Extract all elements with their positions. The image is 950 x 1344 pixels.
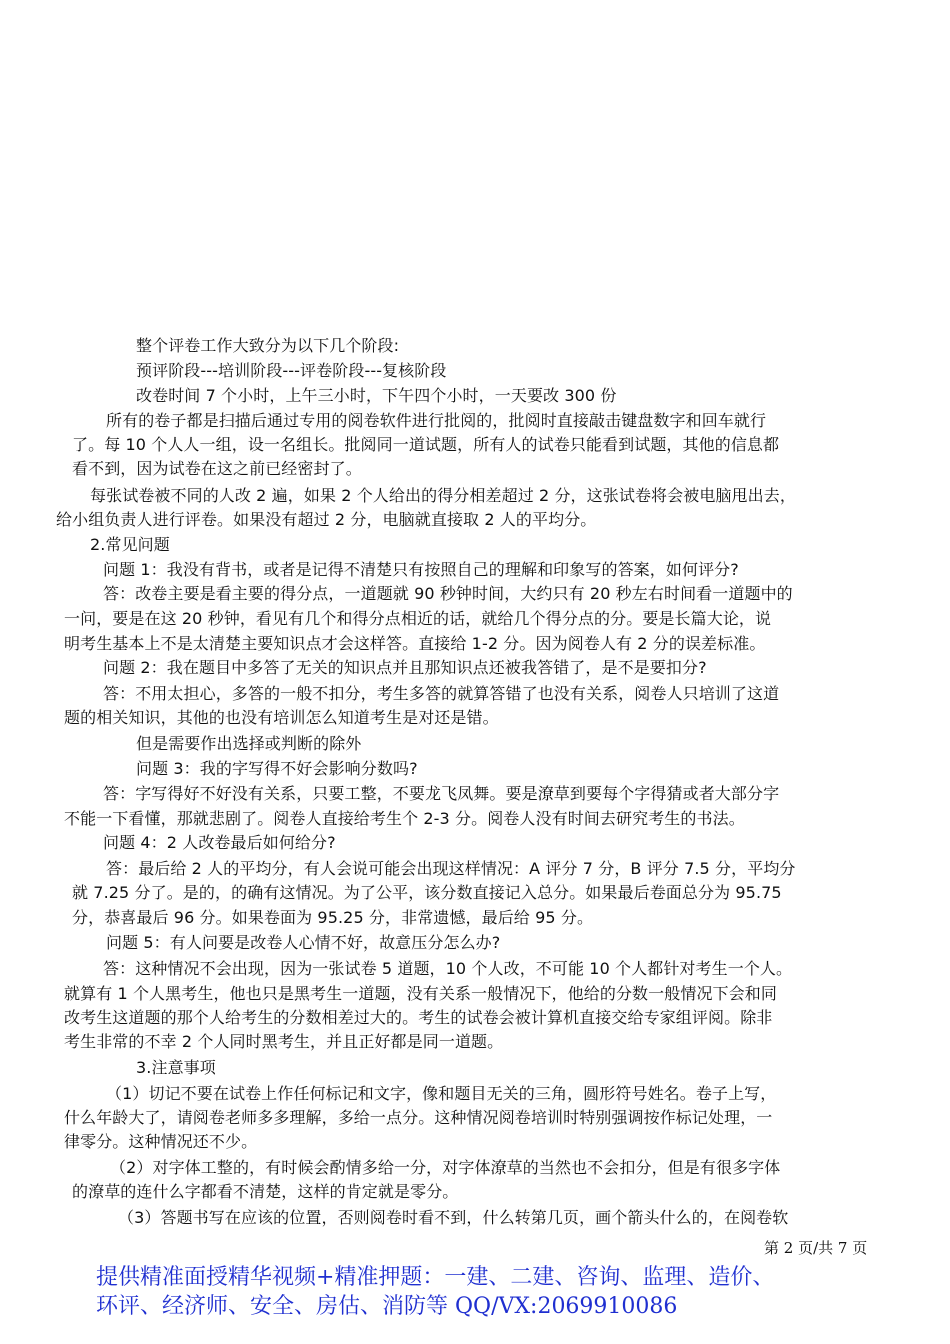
answer-line: 就算有 1 个人黑考生，他也只是黑考生一道题，没有关系一般情况下，他给的分数一般情况下会和同 [64, 984, 777, 1003]
answer-line: 分，恭喜最后 96 分。如果卷面为 95.25 分，非常遗憾，最后给 95 分。 [72, 908, 594, 927]
paragraph-line: 每张试卷被不同的人改 2 遍，如果 2 个人给出的得分相差超过 2 分，这张试卷将会被电脑甩出去， [90, 486, 796, 505]
paragraph-line: 预评阶段---培训阶段---评卷阶段---复核阶段 [136, 361, 447, 380]
answer-line: 答：改卷主要是看主要的得分点，一道题就 90 秒钟时间，大约只有 20 秒左右时间看一道题中的 [103, 584, 793, 603]
paragraph-line: 但是需要作出选择或判断的除外 [136, 734, 362, 753]
paragraph-line: 所有的卷子都是扫描后通过专用的阅卷软件进行批阅的，批阅时直接敲击键盘数字和回车就行 [106, 411, 767, 430]
question-line: 问题 5：有人问要是改卷人心情不好，故意压分怎么办? [106, 933, 501, 952]
answer-line: 题的相关知识，其他的也没有培训怎么知道考生是对还是错。 [64, 708, 499, 727]
answer-line: 就 7.25 分了。是的，的确有这情况。为了公平，该分数直接记入总分。如果最后卷面总分为 95.75 [72, 883, 782, 902]
paragraph-line: 什么年龄大了，请阅卷老师多多理解，多给一点分。这种情况阅卷培训时特别强调按作标记处理，一 [64, 1108, 773, 1127]
question-line: 问题 3：我的字写得不好会影响分数吗? [136, 759, 418, 778]
answer-line: 答：最后给 2 人的平均分，有人会说可能会出现这样情况：A 评分 7 分，B 评分 7.5 分，平均分 [106, 859, 796, 878]
answer-line: 答：这种情况不会出现，因为一张试卷 5 道题，10 个人改，不可能 10 个人都针对考生一个人。 [103, 959, 793, 978]
answer-line: 明考生基本上不是太清楚主要知识点才会这样答。直接给 1-2 分。因为阅卷人有 2 分的误差标准。 [64, 634, 766, 653]
answer-line: 答：字写得好不好没有关系，只要工整，不要龙飞凤舞。要是潦草到要每个字得猜或者大部分字 [103, 784, 780, 803]
question-line: 问题 1：我没有背书，或者是记得不清楚只有按照自己的理解和印象写的答案，如何评分? [103, 560, 739, 579]
paragraph-line: 整个评卷工作大致分为以下几个阶段: [136, 336, 400, 355]
paragraph-line: 了。每 10 个人人一组，设一名组长。批阅同一道试题，所有人的试卷只能看到试题，其他的信息都 [72, 435, 780, 454]
page-indicator: 第 2 页/共 7 页 [764, 1239, 868, 1257]
paragraph-line: 给小组负责人进行评卷。如果没有超过 2 分，电脑就直接取 2 人的平均分。 [56, 510, 597, 529]
paragraph-line: （2）对字体工整的，有时候会酌情多给一分，对字体潦草的当然也不会扣分，但是有很多字体 [110, 1158, 781, 1177]
promo-line-1: 提供精准面授精华视频+精准押题：一建、二建、咨询、监理、造价、 [96, 1265, 775, 1290]
section-heading: 3.注意事项 [136, 1058, 216, 1077]
paragraph-line: 律零分。这种情况还不少。 [64, 1132, 258, 1151]
answer-line: 改考生这道题的那个人给考生的分数相差过大的。考生的试卷会被计算机直接交给专家组评阅。除非 [64, 1008, 773, 1027]
question-line: 问题 4：2 人改卷最后如何给分? [103, 833, 336, 852]
paragraph-line: （3）答题书写在应该的位置，否则阅卷时看不到，什么转第几页，画个箭头什么的，在阅卷软 [118, 1208, 789, 1227]
paragraph-line: 改卷时间 7 个小时，上午三小时，下午四个小时，一天要改 300 份 [136, 386, 617, 405]
question-line: 问题 2：我在题目中多答了无关的知识点并且那知识点还被我答错了，是不是要扣分? [103, 658, 707, 677]
answer-line: 答：不用太担心，多答的一般不扣分，考生多答的就算答错了也没有关系，阅卷人只培训了这道 [103, 684, 780, 703]
section-heading: 2.常见问题 [90, 535, 170, 554]
promo-line-2: 环评、经济师、安全、房估、消防等 QQ/VX:2069910086 [96, 1294, 678, 1319]
answer-line: 不能一下看懂，那就悲剧了。阅卷人直接给考生个 2-3 分。阅卷人没有时间去研究考生的书法。 [64, 809, 745, 828]
paragraph-line: 看不到，因为试卷在这之前已经密封了。 [72, 459, 362, 478]
paragraph-line: （1）切记不要在试卷上作任何标记和文字，像和题目无关的三角，圆形符号姓名。卷子上写， [106, 1084, 777, 1103]
paragraph-line: 的潦草的连什么字都看不清楚，这样的肯定就是零分。 [72, 1182, 459, 1201]
answer-line: 考生非常的不幸 2 个人同时黑考生，并且正好都是同一道题。 [64, 1032, 504, 1051]
answer-line: 一问，要是在这 20 秒钟，看见有几个和得分点相近的话，就给几个得分点的分。要是长篇大论，说 [64, 609, 772, 628]
